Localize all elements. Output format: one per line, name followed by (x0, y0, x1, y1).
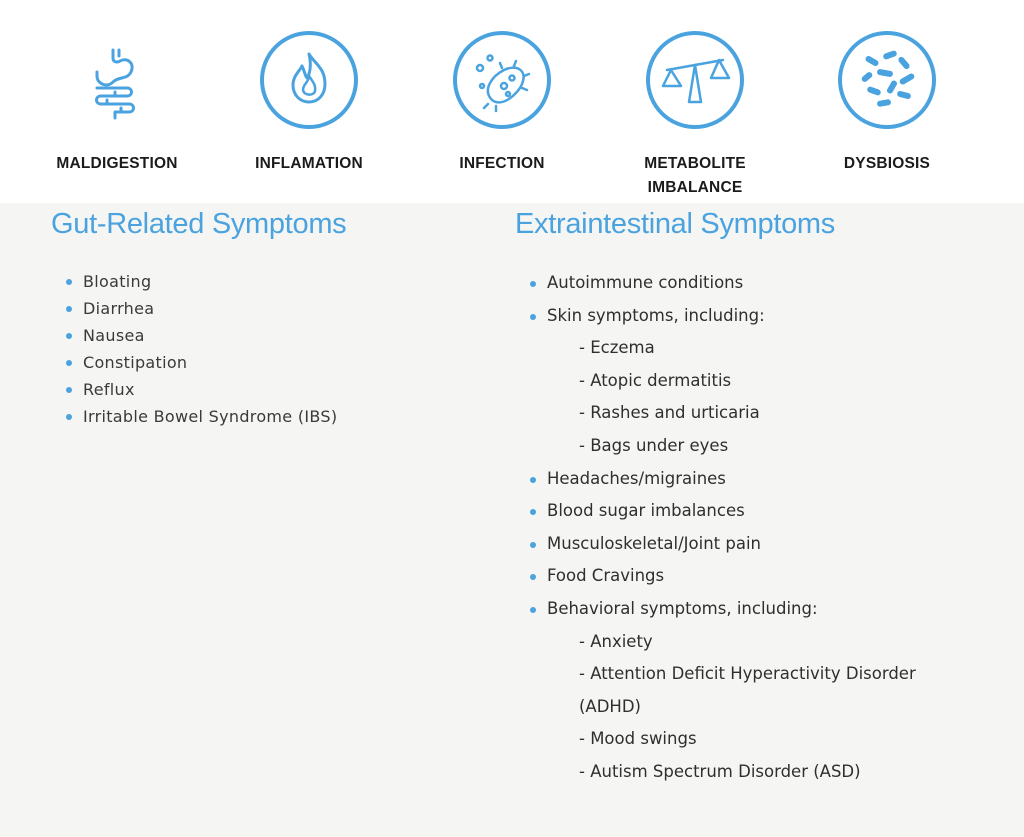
list-item: Bloating (65, 268, 337, 295)
list-item: Blood sugar imbalances (529, 495, 949, 528)
sub-list-item-continuation: (ADHD) (579, 696, 641, 716)
list-item: Constipation (65, 349, 337, 376)
scale-icon (645, 30, 745, 130)
symptoms-panel (0, 203, 1024, 837)
stomach-icon (67, 30, 167, 130)
icon-label-line1: METABOLITE (644, 155, 746, 172)
microbes-icon (837, 30, 937, 130)
list-item: Autoimmune conditions (529, 267, 949, 300)
gut-symptoms-heading: Gut-Related Symptoms (51, 208, 347, 240)
sub-list-item: - Mood swings (579, 729, 697, 749)
list-item: Food Cravings (529, 560, 949, 593)
extraintestinal-symptoms-list (529, 267, 949, 789)
list-item: Diarrhea (65, 295, 337, 322)
icon-label-inflamation: INFLAMATION (255, 155, 363, 172)
flame-icon (259, 30, 359, 130)
sub-list-item: - Rashes and urticaria (579, 403, 760, 423)
bacteria-icon (452, 30, 552, 130)
sub-list-item: - Autism Spectrum Disorder (ASD) (579, 761, 861, 781)
list-item: Irritable Bowel Syndrome (IBS) (65, 403, 337, 430)
icon-label-maldigestion: MALDIGESTION (56, 155, 178, 172)
icon-banner (0, 0, 1024, 203)
icon-label-infection: INFECTION (459, 155, 545, 172)
icon-label-metabolite-imbalance (605, 152, 785, 200)
icon-label-dysbiosis: DYSBIOSIS (843, 155, 931, 172)
list-item: Nausea (65, 322, 337, 349)
list-item: Headaches/migraines (529, 463, 949, 496)
sub-list-item: - Atopic dermatitis (579, 370, 732, 390)
sub-list-item: - Attention Deficit Hyperactivity Disorder (579, 664, 916, 684)
icon-label-line2: IMBALANCE (647, 179, 743, 196)
sub-list-item: - Anxiety (579, 631, 653, 651)
gut-symptoms-list (65, 268, 337, 430)
list-item: Musculoskeletal/Joint pain (529, 528, 949, 561)
extraintestinal-symptoms-heading: Extraintestinal Symptoms (515, 208, 835, 240)
list-item: Behavioral symptoms, including: (529, 593, 949, 626)
sub-list-item: - Bags under eyes (579, 435, 729, 455)
list-item: Reflux (65, 376, 337, 403)
sub-list-item: - Eczema (579, 338, 655, 358)
list-item: Skin symptoms, including: (529, 300, 949, 333)
